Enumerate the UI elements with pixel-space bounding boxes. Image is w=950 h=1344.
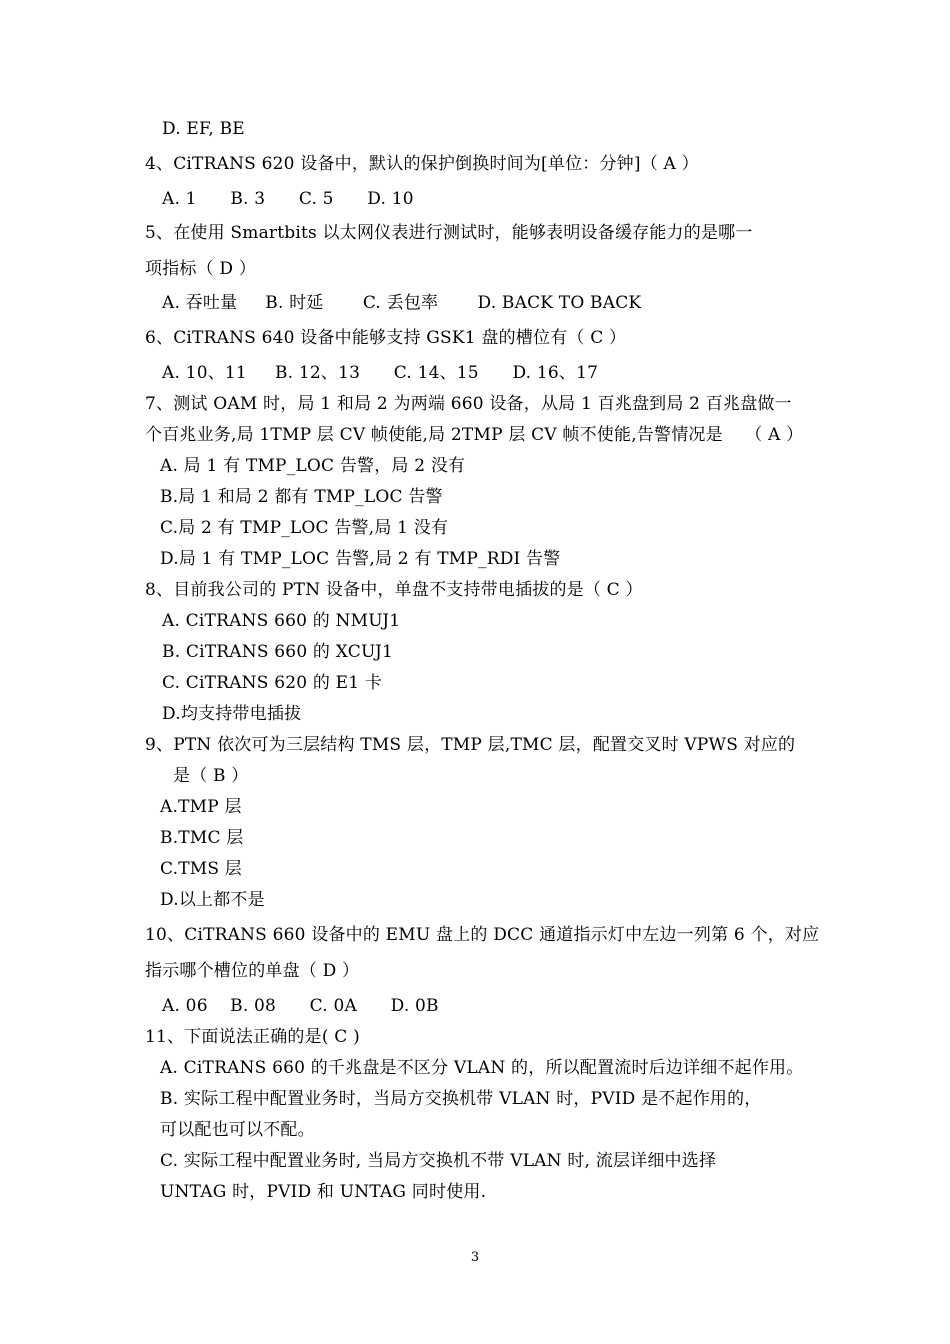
option-2-d: D. EF, BE	[162, 119, 245, 139]
question-7-option-c: C.局 2 有 TMP_LOC 告警,局 1 没有	[160, 518, 449, 538]
question-4: 4、CiTRANS 620 设备中，默认的保护倒换时间为[单位：分钟]（ A ）	[145, 154, 699, 174]
question-8-option-a: A. CiTRANS 660 的 NMUJ1	[162, 611, 401, 631]
question-10-cont: 指示哪个槽位的单盘（ D ）	[145, 961, 360, 981]
question-7: 7、测试 OAM 时，局 1 和局 2 为两端 660 设备，从局 1 百兆盘到局 2 百兆盘做一	[145, 394, 792, 414]
question-5-cont: 项指标（ D ）	[145, 259, 257, 279]
page-number: 3	[470, 1250, 480, 1265]
question-5: 5、在使用 Smartbits 以太网仪表进行测试时，能够表明设备缓存能力的是哪一	[145, 223, 753, 243]
question-8-option-c: C. CiTRANS 620 的 E1 卡	[162, 673, 383, 693]
question-11-option-c: C. 实际工程中配置业务时, 当局方交换机不带 VLAN 时, 流层详细中选择	[160, 1151, 717, 1171]
question-9-option-a: A.TMP 层	[160, 797, 242, 817]
question-7-option-b: B.局 1 和局 2 都有 TMP_LOC 告警	[160, 487, 443, 507]
question-9-option-d: D.以上都不是	[160, 890, 265, 910]
question-7-option-d: D.局 1 有 TMP_LOC 告警,局 2 有 TMP_RDI 告警	[160, 549, 561, 569]
question-7-cont: 个百兆业务,局 1TMP 层 CV 帧使能,局 2TMP 层 CV 帧不使能,告警情况是 （ A ）	[145, 425, 804, 445]
question-5-options: A. 吞吐量 B. 时延 C. 丢包率 D. BACK TO BACK	[162, 293, 642, 313]
question-10: 10、CiTRANS 660 设备中的 EMU 盘上的 DCC 通道指示灯中左边一列第 6 个，对应	[145, 925, 820, 945]
question-11-option-a: A. CiTRANS 660 的千兆盘是不区分 VLAN 的，所以配置流时后边详细不起作用。	[160, 1058, 804, 1078]
question-6-options: A. 10、11 B. 12、13 C. 14、15 D. 16、17	[162, 363, 599, 383]
question-6: 6、CiTRANS 640 设备中能够支持 GSK1 盘的槽位有（ C ）	[145, 328, 627, 348]
question-9: 9、PTN 依次可为三层结构 TMS 层，TMP 层,TMC 层，配置交叉时 VPWS 对应的	[145, 735, 796, 755]
question-11-option-c-cont: UNTAG 时，PVID 和 UNTAG 同时使用.	[160, 1182, 487, 1202]
question-8: 8、目前我公司的 PTN 设备中，单盘不支持带电插拔的是（ C ）	[145, 580, 643, 600]
question-9-option-b: B.TMC 层	[160, 828, 244, 848]
question-8-option-d: D.均支持带电插拔	[162, 704, 302, 724]
question-8-option-b: B. CiTRANS 660 的 XCUJ1	[162, 642, 394, 662]
question-11: 11、下面说法正确的是( C )	[145, 1027, 360, 1047]
question-7-option-a: A. 局 1 有 TMP_LOC 告警，局 2 没有	[160, 456, 466, 476]
question-10-options: A. 06 B. 08 C. 0A D. 0B	[162, 996, 439, 1016]
question-11-option-b: B. 实际工程中配置业务时，当局方交换机带 VLAN 时，PVID 是不起作用的，	[160, 1089, 762, 1109]
question-11-option-b-cont: 可以配也可以不配。	[160, 1120, 315, 1140]
question-9-option-c: C.TMS 层	[160, 859, 243, 879]
question-4-options: A. 1 B. 3 C. 5 D. 10	[162, 189, 414, 209]
question-9-cont: 是（ B ）	[173, 766, 249, 786]
